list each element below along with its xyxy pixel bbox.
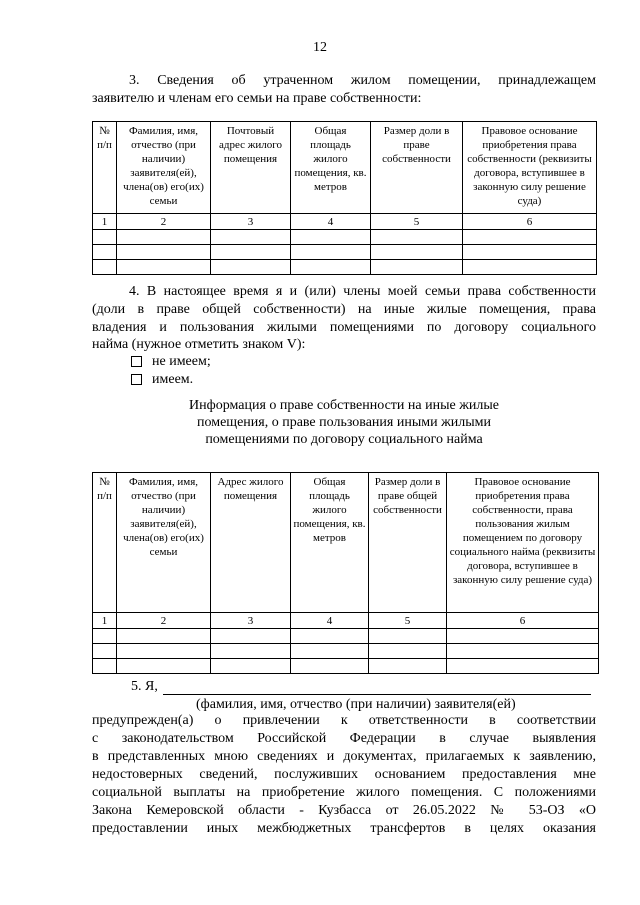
section5-caption: (фамилия, имя, отчество (при наличии) заявителя(ей)	[196, 697, 516, 712]
table2-header-row	[93, 473, 599, 613]
table-row	[93, 260, 597, 275]
table-cell[interactable]	[371, 245, 463, 260]
table1-col-number: 6	[463, 214, 597, 230]
table2-header-number: № п/п	[93, 473, 117, 613]
table1-header-basis: Правовое основание приобретения права собственности (реквизиты договора, вступившее в законную силу решение суда)	[463, 122, 597, 214]
table-row	[93, 629, 599, 644]
table-cell[interactable]	[211, 659, 291, 674]
table2-header-basis: Правовое основание приобретения права собственности, права пользования жилым помещением по договору социального найма (реквизиты договора, вступившее в законную силу решение суда)	[447, 473, 599, 613]
table-row	[93, 659, 599, 674]
info-title-line3: помещениями по договору социального найма	[205, 432, 483, 447]
table-row	[93, 644, 599, 659]
table1-col-number: 1	[93, 214, 117, 230]
table-cell[interactable]	[291, 245, 371, 260]
table2-col-number: 2	[117, 613, 211, 629]
option-not-have[interactable]	[131, 353, 211, 371]
table-cell[interactable]	[93, 260, 117, 275]
table-cell[interactable]	[117, 659, 211, 674]
table-cell[interactable]	[291, 629, 369, 644]
section3-line2: заявителю и членам его семьи на праве собственности:	[92, 91, 422, 106]
table-cell[interactable]	[463, 230, 597, 245]
table1-col-number: 2	[117, 214, 211, 230]
section5-line4: недостоверных сведений, послуживших основанием предоставления мне	[92, 767, 596, 782]
section5-start: 5. Я,	[131, 679, 158, 694]
option-have-label: имеем.	[152, 372, 194, 387]
table2-col-number: 3	[211, 613, 291, 629]
table-cell[interactable]	[93, 659, 117, 674]
table-cell[interactable]	[463, 245, 597, 260]
table-cell[interactable]	[211, 644, 291, 659]
table-cell[interactable]	[447, 644, 599, 659]
table-cell[interactable]	[371, 230, 463, 245]
table-cell[interactable]	[463, 260, 597, 275]
page-number: 12	[313, 40, 327, 55]
other-property-table	[92, 472, 599, 674]
section4-line4: найма (нужное отметить знаком V):	[92, 337, 306, 352]
table2-col-number: 1	[93, 613, 117, 629]
table2-number-row	[93, 613, 599, 629]
table1-header-share: Размер доли в праве собственности	[371, 122, 463, 214]
section4-line1: 4. В настоящее время я и (или) члены моей семьи права собственности	[129, 284, 596, 299]
table-cell[interactable]	[93, 230, 117, 245]
table2-header-share: Размер доли в праве общей собственности	[369, 473, 447, 613]
section5-line6: Закона Кемеровской области - Кузбасса от 26.05.2022 № 53-ОЗ «О	[92, 803, 596, 818]
checkbox-not-have[interactable]	[131, 356, 142, 367]
table1-col-number: 3	[211, 214, 291, 230]
table1-header-fullname: Фамилия, имя, отчество (при наличии) заявителя(ей), члена(ов) его(их) семьи	[117, 122, 211, 214]
table-cell[interactable]	[93, 245, 117, 260]
table-cell[interactable]	[291, 644, 369, 659]
table1-header-row	[93, 122, 597, 214]
table-cell[interactable]	[117, 629, 211, 644]
info-title-line1: Информация о праве собственности на иные жилые	[189, 398, 499, 413]
table1-header-address: Почтовый адрес жилого помещения	[211, 122, 291, 214]
table-cell[interactable]	[371, 260, 463, 275]
table2-col-number: 5	[369, 613, 447, 629]
table-cell[interactable]	[291, 659, 369, 674]
table-cell[interactable]	[93, 629, 117, 644]
table-cell[interactable]	[291, 230, 371, 245]
section4-line2: (доли в праве общей собственности) на иные жилые помещения, права	[92, 302, 596, 317]
section4-line3: владения и пользования жилыми помещениями по договору социального	[92, 320, 596, 335]
info-title-line2: помещения, о праве пользования иными жилыми	[196, 415, 491, 430]
table2-header-address: Адрес жилого помещения	[211, 473, 291, 613]
table-cell[interactable]	[117, 260, 211, 275]
table-cell[interactable]	[211, 245, 291, 260]
checkbox-have[interactable]	[131, 374, 142, 385]
table-cell[interactable]	[117, 230, 211, 245]
table1-header-area: Общая площадь жилого помещения, кв. метров	[291, 122, 371, 214]
applicant-name-field[interactable]	[163, 694, 591, 695]
table-cell[interactable]	[369, 659, 447, 674]
table2-col-number: 4	[291, 613, 369, 629]
table2-header-area: Общая площадь жилого помещения, кв. метров	[291, 473, 369, 613]
table-cell[interactable]	[211, 629, 291, 644]
table-cell[interactable]	[211, 230, 291, 245]
table-cell[interactable]	[117, 644, 211, 659]
table-cell[interactable]	[369, 629, 447, 644]
property-lost-table	[92, 121, 597, 275]
option-have[interactable]	[131, 371, 193, 389]
section5-line1: предупрежден(а) о привлечении к ответственности в соответствии	[92, 713, 596, 728]
table-cell[interactable]	[447, 629, 599, 644]
section5-line3: в представленных мною сведениях и документах, прилагаемых к заявлению,	[92, 749, 596, 764]
section5-line5: социальной выплаты на приобретение жилого помещения. С положениями	[92, 785, 596, 800]
section5-line7: предоставлении иных межбюджетных трансфертов в целях оказания	[92, 821, 596, 836]
table2-col-number: 6	[447, 613, 599, 629]
table-cell[interactable]	[211, 260, 291, 275]
table-cell[interactable]	[291, 260, 371, 275]
table-cell[interactable]	[117, 245, 211, 260]
table1-number-row	[93, 214, 597, 230]
table-row	[93, 230, 597, 245]
table-cell[interactable]	[447, 659, 599, 674]
table-row	[93, 245, 597, 260]
table-cell[interactable]	[93, 644, 117, 659]
section3-line1: 3. Сведения об утраченном жилом помещении, принадлежащем	[129, 73, 596, 88]
option-not-have-label: не имеем;	[152, 354, 211, 369]
table2-header-fullname: Фамилия, имя, отчество (при наличии) заявителя(ей), члена(ов) его(их) семьи	[117, 473, 211, 613]
table-cell[interactable]	[369, 644, 447, 659]
table1-col-number: 5	[371, 214, 463, 230]
section5-line2: с законодательством Российской Федерации в случае выявления	[92, 731, 596, 746]
table1-header-number: № п/п	[93, 122, 117, 214]
table1-col-number: 4	[291, 214, 371, 230]
